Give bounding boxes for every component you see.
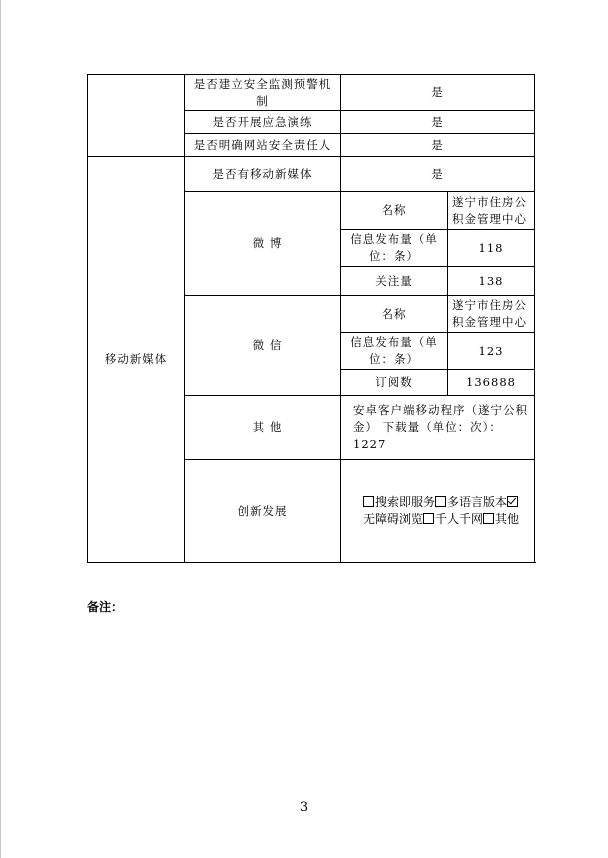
table-row [88, 75, 535, 111]
innovation-option[interactable]: 多语言版本 [435, 495, 507, 509]
other-label: 其 他 [185, 396, 341, 460]
wechat-subs-label: 订阅数 [341, 370, 448, 396]
weibo-label: 微 博 [185, 192, 341, 296]
weibo-posts-label: 信息发布量（单位：条） [341, 230, 448, 267]
wechat-posts-value: 123 [448, 333, 535, 370]
other-value: 安卓客户端移动程序（遂宁公积金） 下载量（单位：次）：1227 [341, 396, 535, 460]
blank-category-cell [88, 75, 185, 157]
page-edge [0, 0, 1, 858]
checkbox-icon[interactable] [423, 513, 434, 524]
innovation-option[interactable]: 搜索即服务 [363, 495, 435, 509]
innovation-option[interactable]: 其他 [483, 512, 519, 526]
checkbox-icon[interactable] [435, 496, 446, 507]
weibo-name-value: 遂宁市住房公积金管理中心 [448, 192, 535, 230]
weibo-posts-value: 118 [448, 230, 535, 267]
checkbox-icon[interactable] [483, 513, 494, 524]
weibo-followers-label: 关注量 [341, 267, 448, 296]
report-table [87, 74, 535, 563]
table-row [88, 157, 535, 192]
drill-answer: 是 [341, 111, 535, 134]
remark-label: 备注： [87, 600, 124, 614]
innovation-option[interactable]: 千人千网 [423, 512, 483, 526]
checkbox-checked-icon[interactable] [507, 496, 518, 507]
wechat-label: 微 信 [185, 296, 341, 396]
monitoring-answer: 是 [341, 75, 535, 111]
responsible-question: 是否明确网站安全责任人 [185, 134, 341, 157]
has-mobile-question: 是否有移动新媒体 [185, 157, 341, 192]
wechat-name-value: 遂宁市住房公积金管理中心 [448, 296, 535, 333]
wechat-posts-label: 信息发布量（单位：条） [341, 333, 448, 370]
weibo-followers-value: 138 [448, 267, 535, 296]
drill-question: 是否开展应急演练 [185, 111, 341, 134]
innovation-category: 创新发展 [185, 460, 341, 563]
monitoring-question: 是否建立安全监测预警机制 [185, 75, 341, 111]
has-mobile-answer: 是 [341, 157, 535, 192]
wechat-name-label: 名称 [341, 296, 448, 333]
mobile-category: 移动新媒体 [88, 157, 185, 563]
innovation-option[interactable]: 无障碍浏览 [363, 495, 519, 526]
page-number: 3 [299, 800, 309, 815]
weibo-name-label: 名称 [341, 192, 448, 230]
checkbox-icon[interactable] [363, 496, 374, 507]
wechat-subs-value: 136888 [448, 370, 535, 396]
innovation-options [341, 460, 535, 563]
responsible-answer: 是 [341, 134, 535, 157]
